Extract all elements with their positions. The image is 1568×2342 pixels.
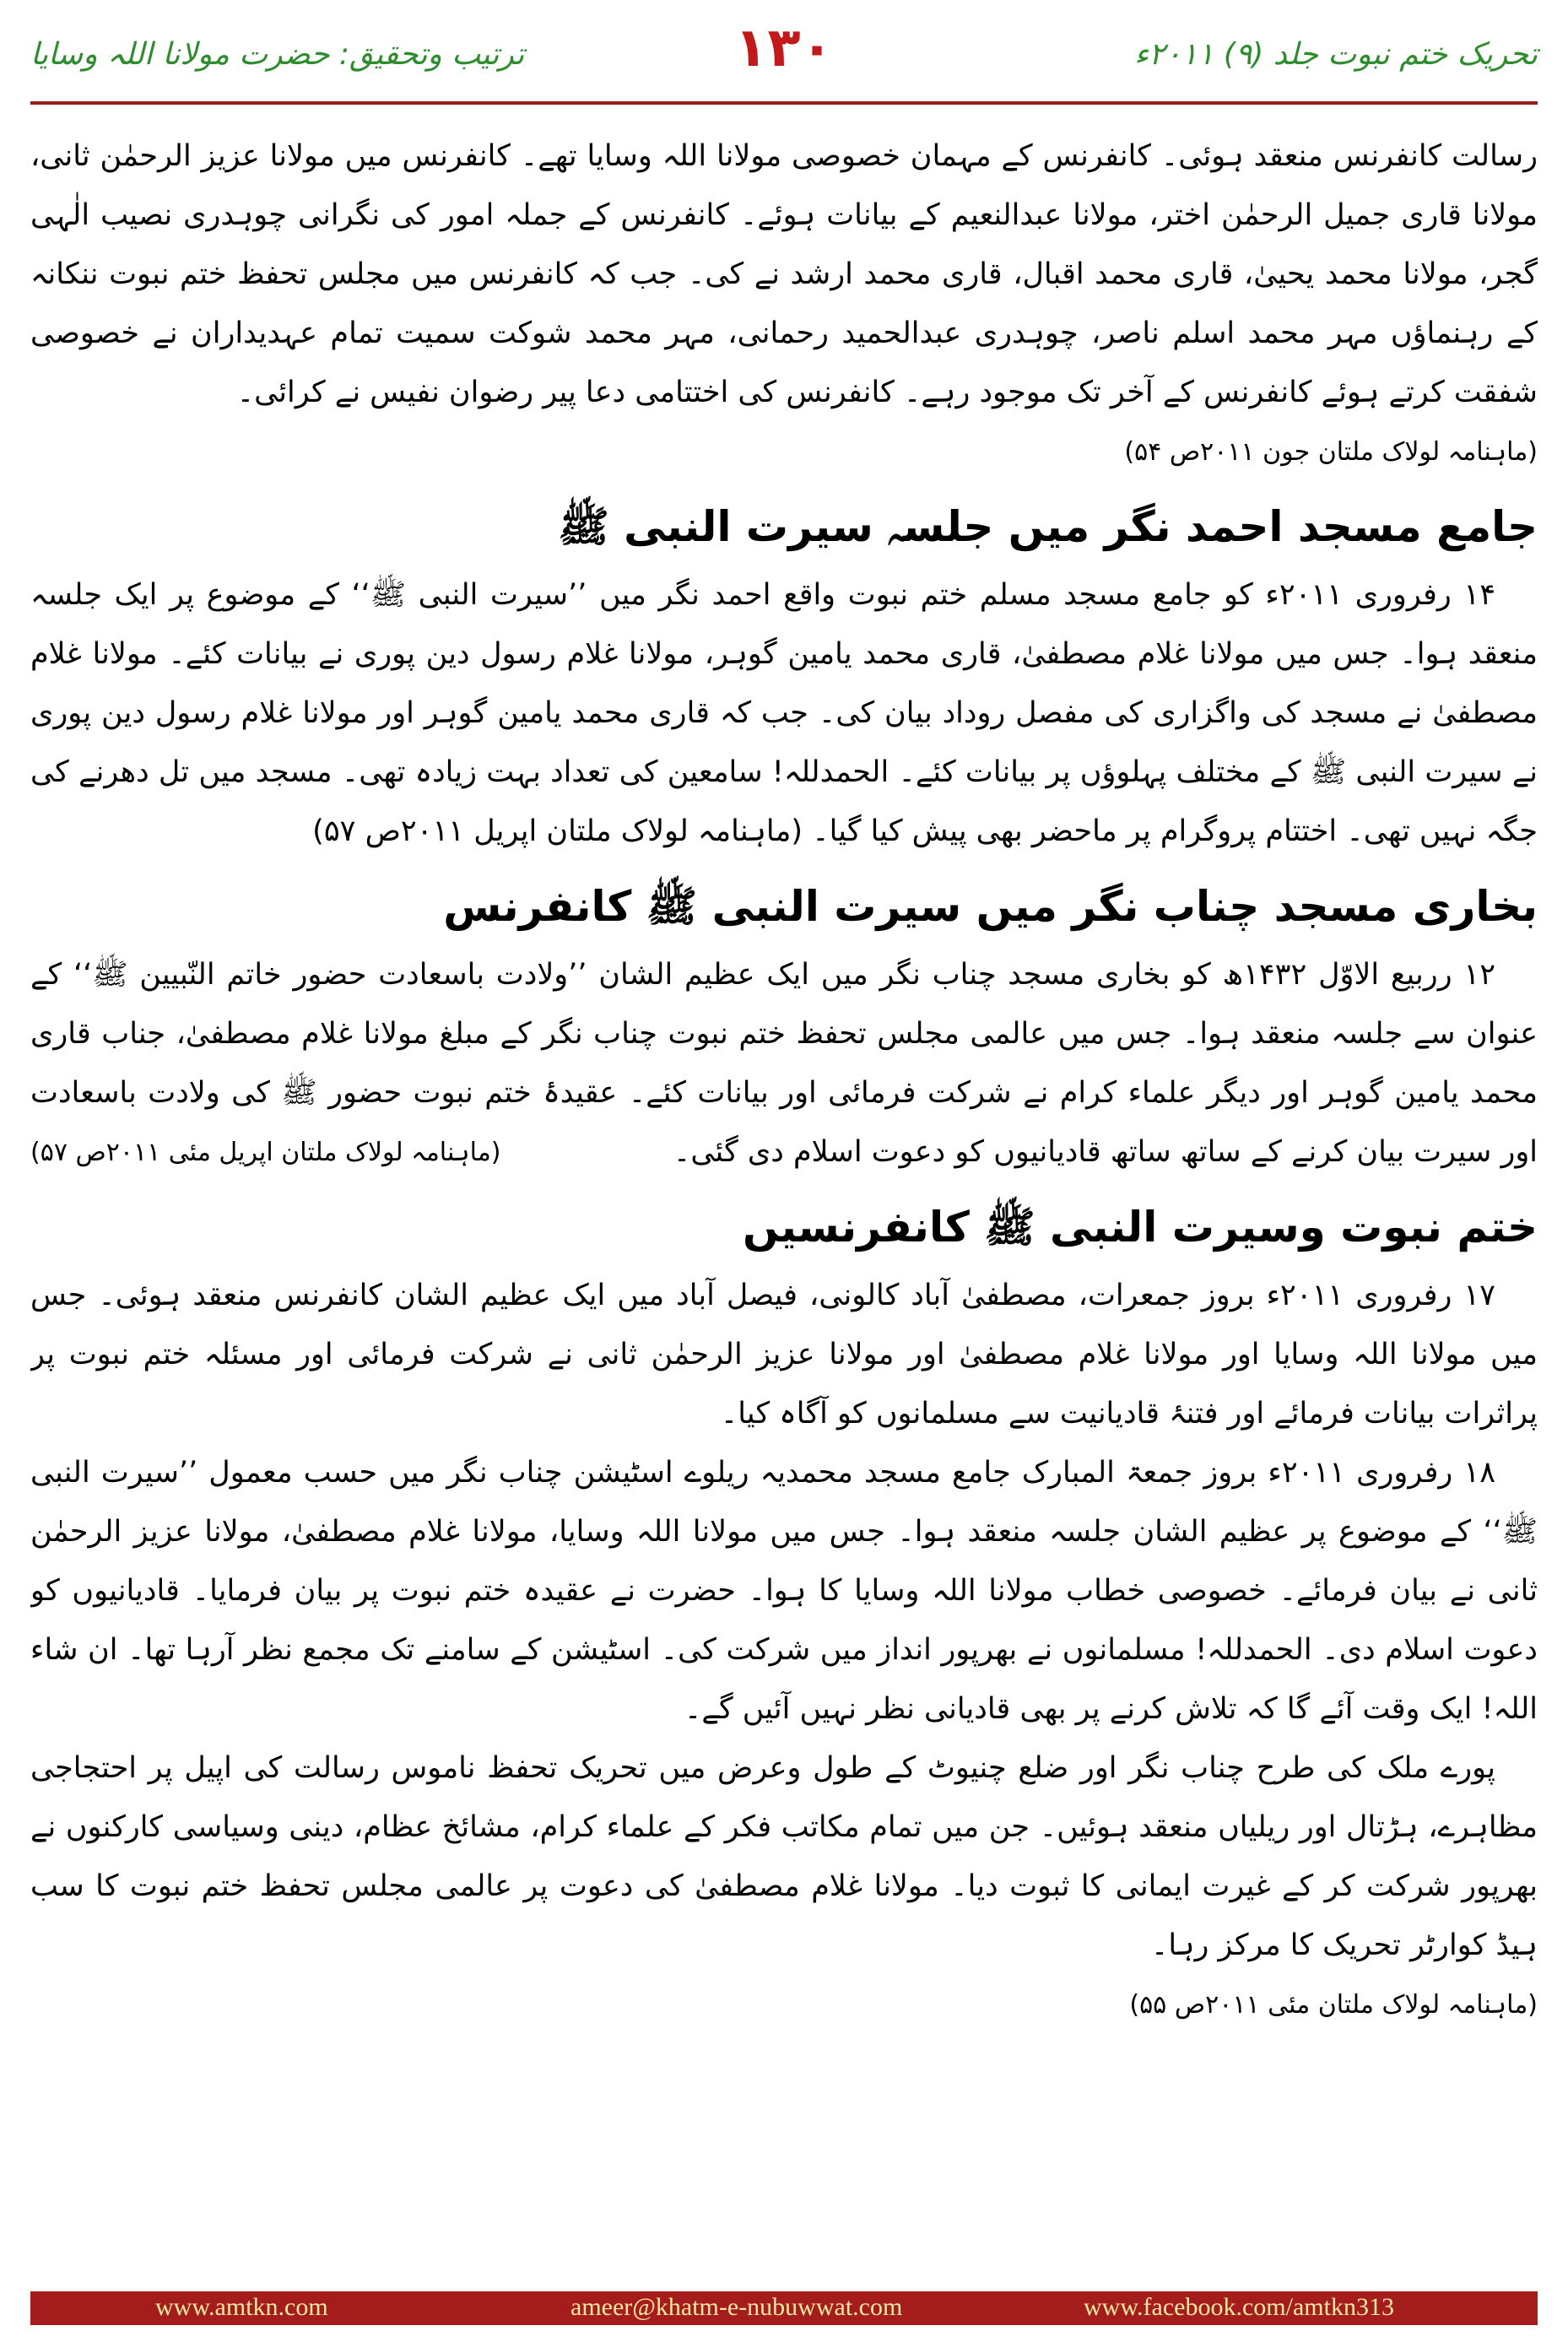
page-number: ۱۳۰ [734,17,834,79]
paragraph: رسالت کانفرنس منعقد ہوئی۔ کانفرنس کے مہمان خصوصی مولانا اللہ وسایا تھے۔ کانفرنس میں مولانا عزیز الرحمٰن ثانی، مولانا قاری جمیل الرحمٰن اختر، مولانا عبدالنعیم کے بیانات ہوئے۔ کانفرنس کے جملہ امور کی نگرانی چوہدری نصیب الٰہی گجر، مولانا محمد یحییٰ، قاری محمد اقبال، قاری محمد ارشد نے کی۔ جب کہ کانفرنس میں مجلس تحفظ ختم نبوت ننکانہ کے رہنماؤں مہر محمد اسلم ناصر، چوہدری عبدالحمید رحمانی، مہر محمد شوکت سمیت تمام عہدیداران نے خصوصی شفقت کرتے ہوئے کانفرنس کے آخر تک موجود رہے۔ کانفرنس کی اختتامی دعا پیر رضوان نفیس نے کرائی۔ [30,139,1538,409]
compiler-credit: ترتیب وتحقیق: حضرت مولانا اللہ وسایا [30,37,525,72]
header-divider [30,101,1538,105]
paragraph: ۱۷ رفروری ۲۰۱۱ء بروز جمعرات، مصطفیٰ آباد کالونی، فیصل آباد میں ایک عظیم الشان کانفرنس منعقد ہوئی۔ جس میں مولانا اللہ وسایا اور مولانا غلام مصطفیٰ اور مولانا عزیز الرحمٰن ثانی نے شرکت فرمائی اور مسئلہ ختم نبوت پر پراثرات بیانات فرمائے اور فتنۂ قادیانیت سے مسلمانوں کو آگاہ کیا۔ [30,1279,1538,1431]
paragraph: ۱۸ رفروری ۲۰۱۱ء بروز جمعۃ المبارک جامع مسجد محمدیہ ریلوے اسٹیشن چناب نگر میں حسب معمول ’’سیرت النبی ﷺ‘‘ کے موضوع پر عظیم الشان جلسہ منعقد ہوا۔ جس میں مولانا اللہ وسایا، مولانا غلام مصطفیٰ، مولانا عزیز الرحمٰن ثانی نے بیان فرمائے۔ خصوصی خطاب مولانا اللہ وسایا کا ہوا۔ حضرت نے عقیدہ ختم نبوت پر بیان فرمایا۔ قادیانیوں کو دعوت اسلام دی۔ الحمدللہ! مسلمانوں نے بھرپور انداز میں شرکت کی۔ اسٹیشن کے سامنے تک مجمع نظر آرہا تھا۔ ان شاء اللہ! ایک وقت آئے گا کہ تلاش کرنے پر بھی قادیانی نظر نہیں آئیں گے۔ [30,1456,1538,1726]
paragraph: ۱۴ رفروری ۲۰۱۱ء کو جامع مسجد مسلم ختم نبوت واقع احمد نگر میں ’’سیرت النبی ﷺ‘‘ کے موضوع پر ایک جلسہ منعقد ہوا۔ جس میں مولانا غلام مصطفیٰ، قاری محمد یامین گوہر، مولانا غلام رسول دین پوری نے بیانات کئے۔ مولانا غلام مصطفیٰ نے مسجد کی واگزاری کی مفصل روداد بیان کی۔ جب کہ قاری محمد یامین گوہر اور مولانا غلام رسول دین پوری نے سیرت النبی ﷺ کے مختلف پہلوؤں پر بیانات کئے۔ الحمدللہ! سامعین کی تعداد بہت زیادہ تھی۔ مسجد میں تل دھرنے کی جگہ نہیں تھی۔ اختتام پروگرام پر ماحضر بھی پیش کیا گیا۔ (ماہنامہ لولاک ملتان اپریل ۲۰۱۱ص ۵۷) [30,578,1538,848]
section-ahmad-nagar-jalsa [30,488,1538,861]
section-heading: جامع مسجد احمد نگر میں جلسہ سیرت النبی ﷺ [558,502,1538,551]
book-title: تحریک ختم نبوت جلد (۹) ۲۰۱۱ء [1134,37,1538,72]
website-link[interactable]: www.amtkn.com [155,2293,328,2321]
page-header [30,17,1538,101]
paragraph: پورے ملک کی طرح چناب نگر اور ضلع چنیوٹ کے طول وعرض میں تحریک تحفظ ناموس رسالت کی اپیل پر احتجاجی مظاہرے، ہڑتال اور ریلیاں منعقد ہوئیں۔ جن میں تمام مکاتب فکر کے علماء کرام، مشائخ عظام، دینی وسیاسی کارکنوں نے بھرپور شرکت کر کے غیرت ایمانی کا ثبوت دیا۔ مولانا غلام مصطفیٰ کی دعوت پر عالمی مجلس تحفظ ختم نبوت کا سب ہیڈ کوارٹر تحریک کا مرکز رہا۔ [30,1751,1538,1962]
section-heading: ختم نبوت وسیرت النبی ﷺ کانفرنسیں [743,1203,1538,1252]
source-reference: (ماہنامہ لولاک ملتان جون ۲۰۱۱ص ۵۴) [1124,437,1538,467]
paragraph: ۱۲ رربیع الاوّل ۱۴۳۲ھ کو بخاری مسجد چناب نگر میں ایک عظیم الشان ’’ولادت باسعادت حضور خاتم النّبیین ﷺ‘‘ کے عنوان سے جلسہ منعقد ہوا۔ جس میں عالمی مجلس تحفظ ختم نبوت چناب نگر کے مبلغ مولانا غلام مصطفیٰ، جناب قاری محمد یامین گوہر اور دیگر علماء کرام نے شرکت فرمائی اور بیانات کئے۔ عقیدۂ ختم نبوت حضور ﷺ کی ولادت باسعادت اور سیرت بیان کرنے کے ساتھ ساتھ قادیانیوں کو دعوت اسلام دی گئی۔ [30,958,1538,1169]
footer-bar [30,2291,1538,2325]
section-heading: بخاری مسجد چناب نگر میں سیرت النبی ﷺ کانفرنس [443,882,1538,931]
email-link[interactable]: ameer@khatm-e-nubuwwat.com [570,2293,903,2321]
section-bukhari-masjid-conference [30,868,1538,1180]
facebook-link[interactable]: www.facebook.com/amtkn313 [1084,2293,1394,2321]
section-khatm-e-nabuwwat-conferences [30,1188,1538,2032]
source-reference: (ماہنامہ لولاک ملتان اپریل مئی ۲۰۱۱ص ۵۷) [30,1138,501,1167]
section-risalat-conference [30,127,1538,479]
source-reference: (ماہنامہ لولاک ملتان مئی ۲۰۱۱ص ۵۵) [1129,1990,1538,2020]
page-content [30,127,1538,2203]
